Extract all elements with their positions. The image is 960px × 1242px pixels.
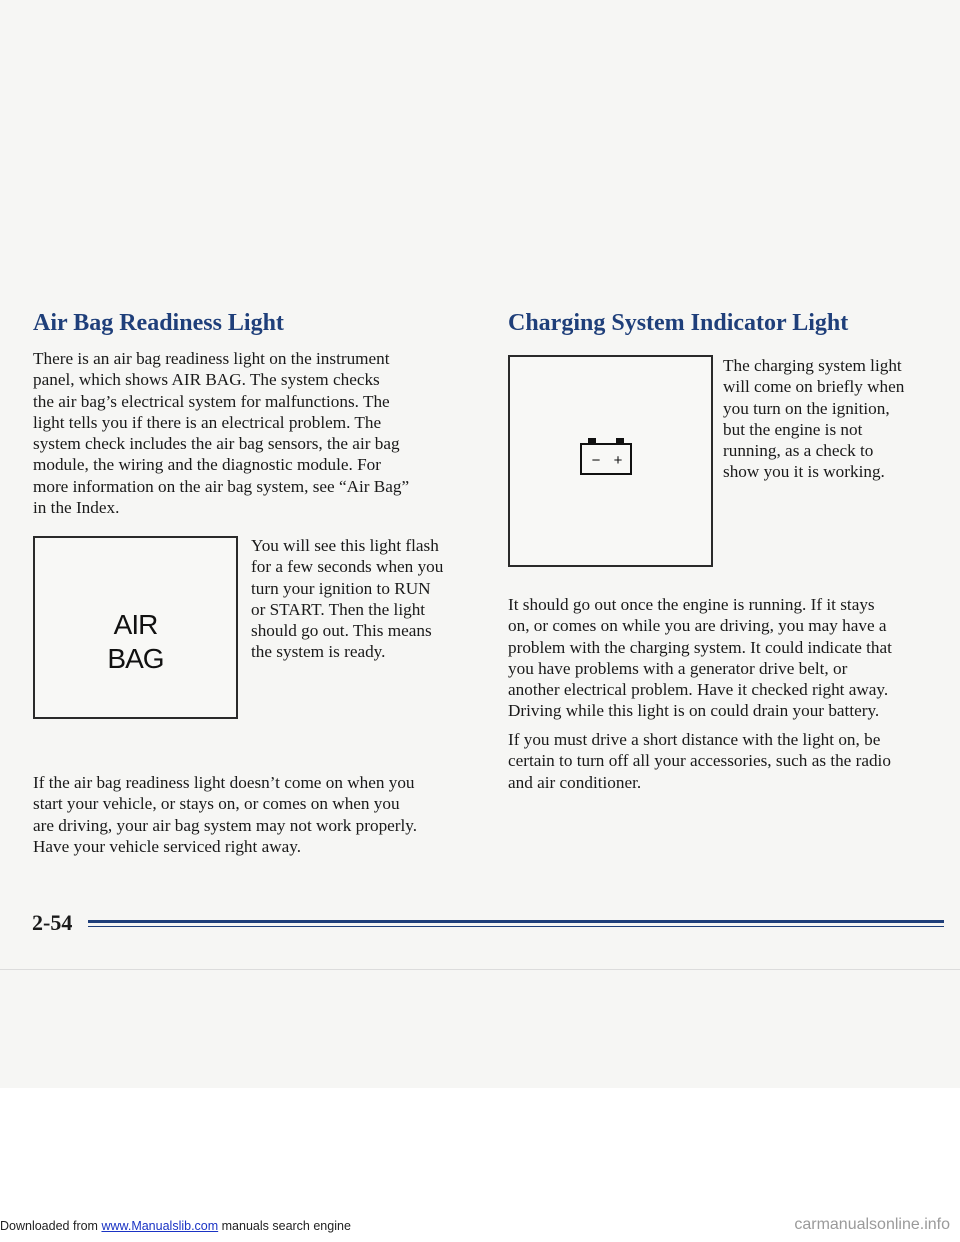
air-bag-closing-paragraph (33, 772, 417, 857)
text-line: more information on the air bag system, see “Air Bag” (33, 476, 410, 496)
air-bag-indicator-illustration (33, 536, 238, 719)
battery-icon (510, 357, 710, 564)
text-line: the air bag’s electrical system for malfunctions. The (33, 391, 390, 411)
text-line: you have problems with a generator drive belt, or (508, 658, 848, 678)
text-line: If the air bag readiness light doesn’t come on when you (33, 773, 415, 792)
download-suffix: manuals search engine (218, 1219, 351, 1233)
text-line: Driving while this light is on could drain your battery. (508, 701, 880, 721)
air-bag-heading: Air Bag Readiness Light (33, 310, 284, 336)
text-line: another electrical problem. Have it checked right away. (508, 680, 889, 700)
footer-rule-thin (88, 926, 944, 927)
text-line: It should go out once the engine is running. If it stays (508, 595, 875, 614)
page-number: 2-54 (32, 910, 73, 935)
download-prefix: Downloaded from (0, 1219, 102, 1233)
text-line: running, as a check to (723, 441, 874, 461)
text-line: You will see this light flash (251, 536, 439, 555)
text-line: There is an air bag readiness light on the instrument (33, 349, 390, 368)
text-line: module, the wiring and the diagnostic module. For (33, 455, 381, 475)
text-line: and air conditioner. (508, 772, 642, 792)
text-line: in the Index. (33, 498, 120, 518)
text-line: but the engine is not (723, 419, 863, 439)
manualslib-link[interactable]: www.Manualslib.com (101, 1219, 219, 1233)
text-line: light tells you if there is an electrical problem. The (33, 412, 382, 432)
text-line: should go out. This means (251, 621, 432, 641)
charging-system-heading: Charging System Indicator Light (508, 310, 849, 336)
text-line: will come on briefly when (723, 377, 905, 397)
air-bag-indicator-label-bag: BAG (107, 643, 164, 674)
download-banner (0, 1219, 351, 1233)
text-line: problem with the charging system. It could indicate that (508, 637, 892, 657)
text-line: system check includes the air bag sensors, the air bag (33, 434, 400, 454)
charging-side-paragraph (723, 355, 904, 483)
battery-minus-label: − (591, 452, 601, 469)
charging-paragraph-2 (508, 729, 891, 793)
text-line: certain to turn off all your accessories, such as the radio (508, 751, 891, 771)
text-line: on, or comes on while you are driving, you may have a (508, 616, 887, 636)
text-line: Have your vehicle serviced right away. (33, 836, 302, 856)
charging-indicator-illustration (508, 355, 713, 567)
text-line: If you must drive a short distance with the light on, be (508, 730, 881, 749)
text-line: for a few seconds when you (251, 557, 444, 577)
text-line: or START. Then the light (251, 599, 426, 619)
divider (0, 969, 960, 970)
text-line: start your vehicle, or stays on, or comes on when you (33, 794, 400, 814)
footer-rule (88, 920, 944, 923)
text-line: you turn on the ignition, (723, 398, 890, 418)
text-line: are driving, your air bag system may not work properly. (33, 815, 418, 835)
text-line: The charging system light (723, 356, 902, 375)
air-bag-intro-paragraph (33, 348, 409, 518)
watermark: carmanualsonline.info (794, 1216, 950, 1233)
text-line: the system is ready. (251, 642, 386, 662)
text-line: turn your ignition to RUN (251, 578, 431, 598)
text-line: panel, which shows AIR BAG. The system checks (33, 370, 380, 390)
text-line: show you it is working. (723, 462, 885, 482)
air-bag-indicator-label-air: AIR (113, 609, 158, 640)
air-bag-side-paragraph (251, 535, 443, 663)
battery-plus-label: + (613, 452, 623, 469)
charging-paragraph-1 (508, 594, 892, 722)
